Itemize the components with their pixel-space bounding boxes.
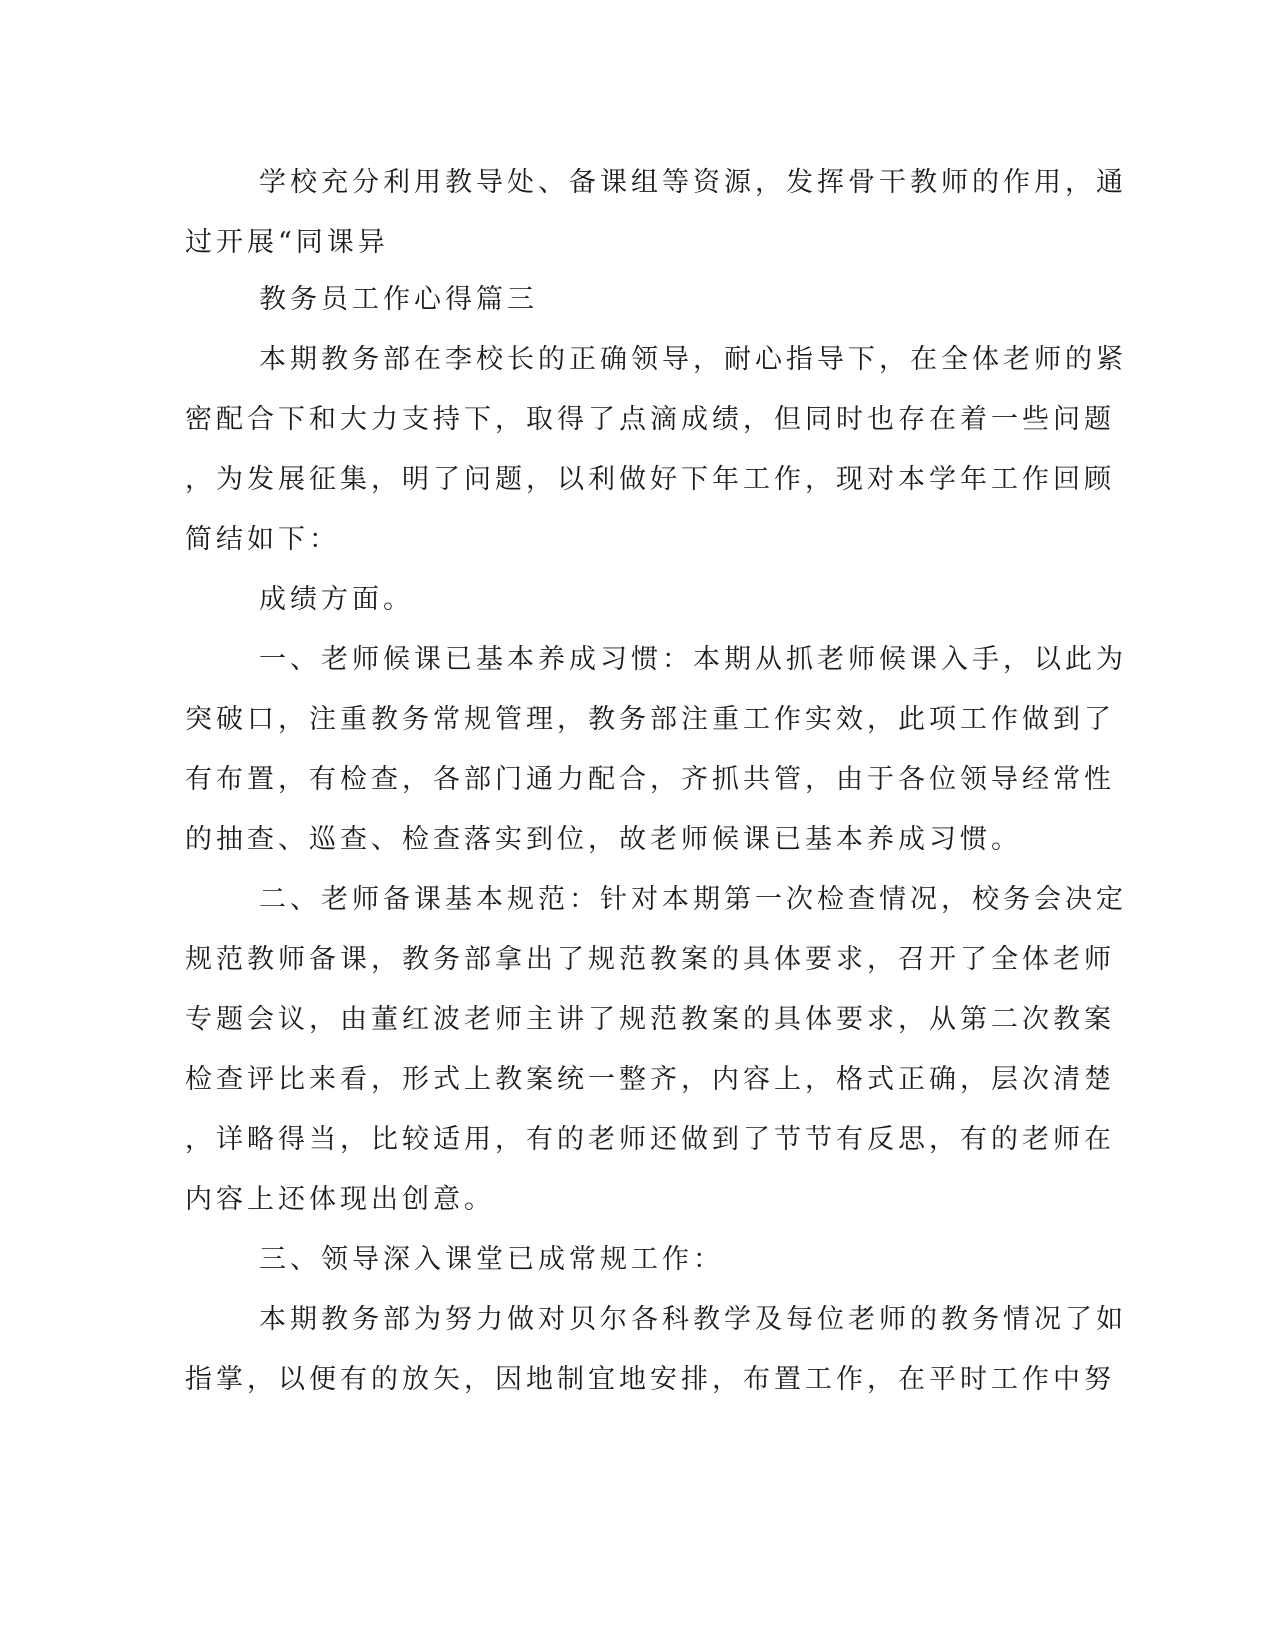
text-line: 本期教务部为努力做对贝尔各科教学及每位老师的教务情况了如 <box>259 1304 1127 1335</box>
text-line: 检查评比来看，形式上教案统一整齐，内容上，格式正确，层次清楚 <box>185 1064 1115 1095</box>
text-line: 规范教师备课，教务部拿出了规范教案的具体要求，召开了全体老师 <box>185 944 1115 975</box>
text-line: 一、老师候课已基本养成习惯：本期从抓老师候课入手，以此为 <box>259 644 1127 675</box>
text-line: 成绩方面。 <box>259 584 414 615</box>
document-body <box>185 163 1127 1420</box>
text-line: 三、领导深入课堂已成常规工作： <box>259 1244 724 1275</box>
text-line: 二、老师备课基本规范：针对本期第一次检查情况，校务会决定 <box>259 884 1127 915</box>
text-line: 密配合下和大力支持下，取得了点滴成绩，但同时也存在着一些问题 <box>185 404 1115 435</box>
text-line: 内容上还体现出创意。 <box>185 1184 495 1215</box>
text-line: 的抽查、巡查、检查落实到位，故老师候课已基本养成习惯。 <box>185 824 1022 855</box>
text-line: 有布置，有检查，各部门通力配合，齐抓共管，由于各位领导经常性 <box>185 764 1115 795</box>
section-heading: 教务员工作心得篇三 <box>259 284 538 315</box>
text-line: 指掌，以便有的放矢，因地制宜地安排，布置工作，在平时工作中努 <box>185 1364 1115 1395</box>
text-line: 简结如下： <box>185 524 340 555</box>
text-line: 专题会议，由董红波老师主讲了规范教案的具体要求，从第二次教案 <box>185 1004 1115 1035</box>
text-line: ，详略得当，比较适用，有的老师还做到了节节有反思，有的老师在 <box>185 1124 1115 1155</box>
text-line: 过开展“同课异 <box>185 227 389 258</box>
text-line: ，为发展征集，明了问题，以利做好下年工作，现对本学年工作回顾 <box>185 464 1115 495</box>
text-line: 学校充分利用教导处、备课组等资源，发挥骨干教师的作用，通 <box>259 167 1127 198</box>
text-line: 本期教务部在李校长的正确领导，耐心指导下，在全体老师的紧 <box>259 344 1127 375</box>
text-line: 突破口，注重教务常规管理，教务部注重工作实效，此项工作做到了 <box>185 704 1115 735</box>
